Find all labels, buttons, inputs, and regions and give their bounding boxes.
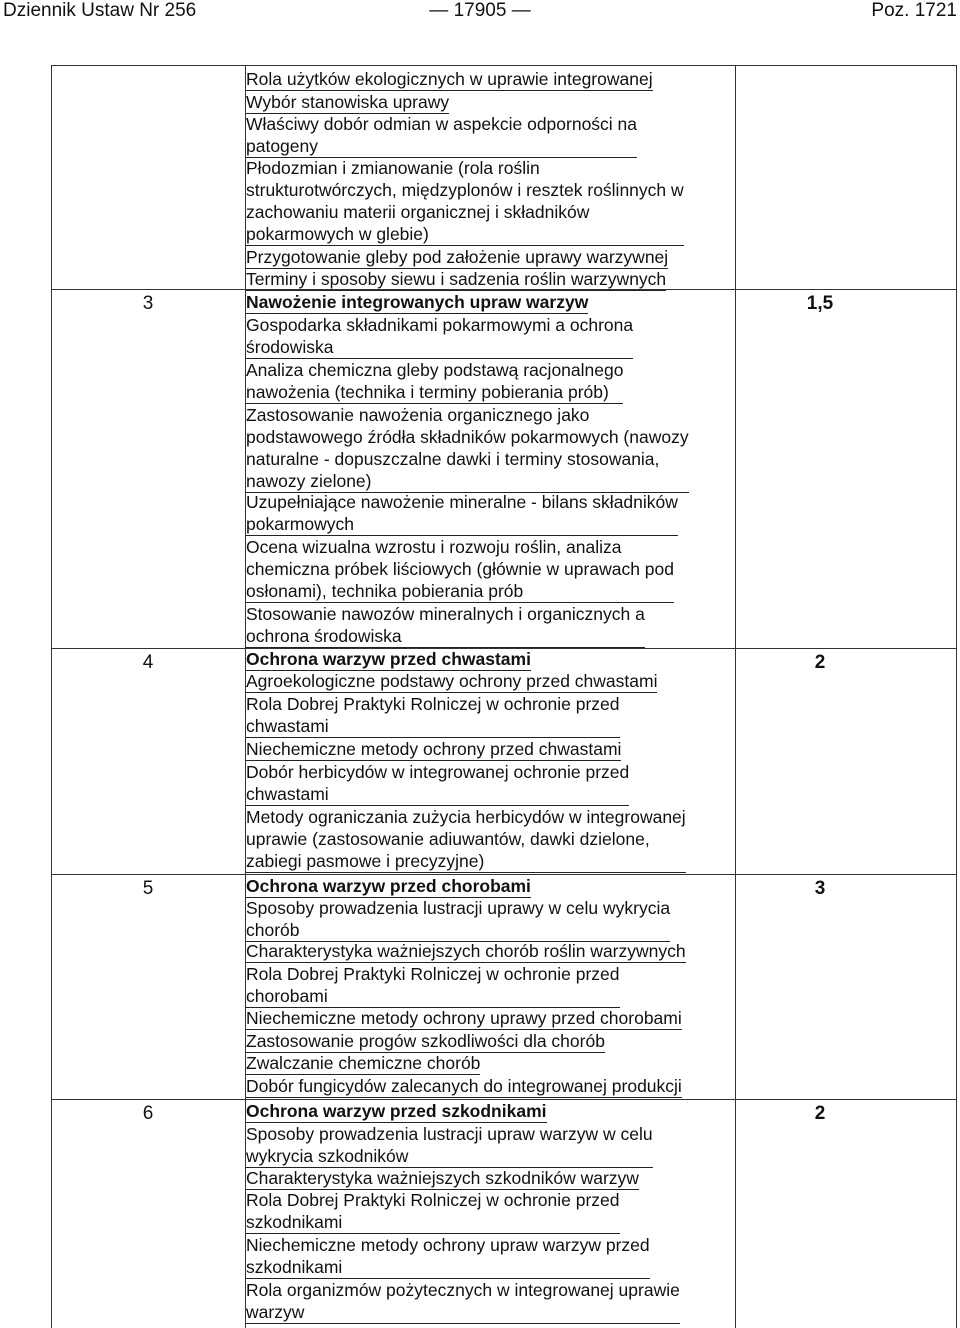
topic-line: Nawożenie integrowanych upraw warzyw bbox=[246, 292, 589, 312]
topic-item bbox=[246, 1189, 620, 1234]
topic-line: chorobami bbox=[246, 985, 620, 1008]
topic-line: Metody ograniczania zużycia herbicydów w integrowanej bbox=[246, 807, 686, 827]
row-number: 4 bbox=[142, 652, 154, 673]
topic-item bbox=[246, 1234, 650, 1279]
topic-line: Analiza chemiczna gleby podstawą racjonalnego bbox=[246, 360, 624, 380]
topic-line: pokarmowych bbox=[246, 513, 678, 536]
topic-line: chwastami bbox=[246, 715, 620, 738]
topic-item bbox=[246, 68, 653, 91]
topic-line: Dobór fungicydów zalecanych do integrowanej produkcji bbox=[246, 1076, 682, 1096]
topic-item bbox=[246, 91, 449, 114]
topic-line: Przygotowanie gleby pod założenie uprawy warzywnej bbox=[246, 247, 669, 267]
row-hours: 3 bbox=[814, 878, 826, 899]
position-number: Poz. 1721 bbox=[871, 0, 957, 21]
topic-line: Uzupełniające nawożenie mineralne - bilans składników bbox=[246, 492, 678, 512]
topic-line: Stosowanie nawozów mineralnych i organicznych a bbox=[246, 604, 645, 624]
topic-line: chemiczna próbek liściowych (głównie w uprawach pod bbox=[246, 559, 674, 579]
topic-item bbox=[246, 113, 637, 158]
topic-line: naturalne - dopuszczalne dawki i terminy stosowania, bbox=[246, 449, 660, 469]
topic-line: Charakterystyka ważniejszych chorób roślin warzywnych bbox=[246, 941, 686, 961]
topic-item bbox=[246, 314, 633, 359]
topic-line: wykrycia szkodników bbox=[246, 1145, 653, 1168]
topic-item bbox=[246, 963, 620, 1008]
topic-line: Sposoby prowadzenia lustracji upraw warzyw w celu bbox=[246, 1124, 653, 1144]
topic-line: Rola Dobrej Praktyki Rolniczej w ochronie przed bbox=[246, 694, 620, 714]
row-number: 6 bbox=[142, 1103, 154, 1124]
topic-line: chorób bbox=[246, 919, 670, 942]
topic-item bbox=[246, 1052, 480, 1075]
topic-item bbox=[246, 693, 620, 738]
topic-line: warzyw bbox=[246, 1301, 680, 1324]
page-number: — 17905 — bbox=[429, 0, 531, 21]
topic-item bbox=[246, 806, 686, 873]
topic-line: strukturotwórczych, międzyplonów i resztek roślinnych w bbox=[246, 180, 684, 200]
topic-line: Niechemiczne metody ochrony upraw warzyw przed bbox=[246, 1235, 650, 1255]
journal-title: Dziennik Ustaw Nr 256 bbox=[3, 0, 197, 21]
topic-item bbox=[246, 491, 678, 536]
topic-line: uprawie (zastosowanie adiuwantów, dawki dzielone, bbox=[246, 829, 650, 849]
topic-item bbox=[246, 1167, 639, 1190]
topic-item bbox=[246, 157, 684, 246]
topic-item bbox=[246, 359, 623, 404]
topic-line: środowiska bbox=[246, 336, 633, 359]
topic-item bbox=[246, 246, 668, 269]
topic-line: Gospodarka składnikami pokarmowymi a ochrona bbox=[246, 315, 634, 335]
topic-item bbox=[246, 670, 657, 693]
topic-line: Niechemiczne metody ochrony przed chwastami bbox=[246, 739, 622, 759]
topic-line: szkodnikami bbox=[246, 1256, 650, 1279]
topic-line: Charakterystyka ważniejszych szkodników warzyw bbox=[246, 1168, 639, 1188]
topic-line: patogeny bbox=[246, 135, 637, 158]
topic-line: nawożenia (technika i terminy pobierania prób) bbox=[246, 381, 623, 404]
topic-line: Sposoby prowadzenia lustracji uprawy w celu wykrycia bbox=[246, 898, 671, 918]
row-hours: 2 bbox=[814, 1103, 826, 1124]
topic-line: Rola organizmów pożytecznych w integrowanej uprawie bbox=[246, 1280, 680, 1300]
topic-line: Zwalczanie chemiczne chorób bbox=[246, 1053, 481, 1073]
topic-line: nawozy zielone) bbox=[246, 470, 689, 493]
topic-line: Płodozmian i zmianowanie (rola roślin bbox=[246, 158, 540, 178]
topic-item bbox=[246, 1030, 605, 1053]
topic-item bbox=[246, 1123, 653, 1168]
topic-item bbox=[246, 761, 629, 806]
section-heading bbox=[246, 1100, 547, 1123]
topic-item bbox=[246, 897, 670, 942]
row-number: 3 bbox=[142, 293, 154, 314]
section-heading bbox=[246, 648, 531, 671]
topic-line: Rola Dobrej Praktyki Rolniczej w ochronie przed bbox=[246, 964, 620, 984]
topic-line: Dobór herbicydów w integrowanej ochronie przed bbox=[246, 762, 630, 782]
topic-line: zachowaniu materii organicznej i składników bbox=[246, 202, 590, 222]
topic-item bbox=[246, 404, 689, 493]
topic-item bbox=[246, 536, 674, 603]
topic-line: Ocena wizualna wzrostu i rozwoju roślin, analiza bbox=[246, 537, 622, 557]
topic-line: Terminy i sposoby siewu i sadzenia roślin warzywnych bbox=[246, 269, 667, 289]
topic-line: osłonami), technika pobierania prób bbox=[246, 580, 674, 603]
topic-line: pokarmowych w glebie) bbox=[246, 223, 684, 246]
topic-line: Agroekologiczne podstawy ochrony przed chwastami bbox=[246, 671, 658, 691]
topic-line: Właściwy dobór odmian w aspekcie odporności na bbox=[246, 114, 638, 134]
topic-line: Zastosowanie progów szkodliwości dla chorób bbox=[246, 1031, 605, 1051]
section-heading bbox=[246, 875, 531, 898]
topic-line: Ochrona warzyw przed szkodnikami bbox=[246, 1101, 547, 1121]
section-heading bbox=[246, 291, 588, 314]
topic-line: Ochrona warzyw przed chorobami bbox=[246, 876, 531, 896]
topic-item bbox=[246, 603, 645, 648]
topic-line: Ochrona warzyw przed chwastami bbox=[246, 649, 531, 669]
topic-item bbox=[246, 738, 621, 761]
topic-line: Zastosowanie nawożenia organicznego jako bbox=[246, 405, 590, 425]
topic-item bbox=[246, 1075, 682, 1098]
topic-line: chwastami bbox=[246, 783, 629, 806]
topic-line: szkodnikami bbox=[246, 1211, 620, 1234]
row-hours: 2 bbox=[814, 652, 826, 673]
topic-line: zabiegi pasmowe i precyzyjne) bbox=[246, 850, 686, 873]
row-number: 5 bbox=[142, 878, 154, 899]
topic-line: podstawowego źródła składników pokarmowych (nawozy bbox=[246, 427, 689, 447]
topic-line: ochrona środowiska bbox=[246, 625, 645, 648]
topic-line: Rola Dobrej Praktyki Rolniczej w ochronie przed bbox=[246, 1190, 620, 1210]
topic-item bbox=[246, 1279, 680, 1324]
topic-item bbox=[246, 1007, 682, 1030]
row-hours: 1,5 bbox=[806, 293, 834, 314]
column-divider-2 bbox=[735, 65, 736, 1328]
topic-line: Wybór stanowiska uprawy bbox=[246, 92, 450, 112]
topic-line: Rola użytków ekologicznych w uprawie integrowanej bbox=[246, 69, 653, 89]
topic-item bbox=[246, 268, 666, 291]
page-header bbox=[0, 0, 960, 30]
topic-item bbox=[246, 940, 686, 963]
topic-line: Niechemiczne metody ochrony uprawy przed chorobami bbox=[246, 1008, 682, 1028]
